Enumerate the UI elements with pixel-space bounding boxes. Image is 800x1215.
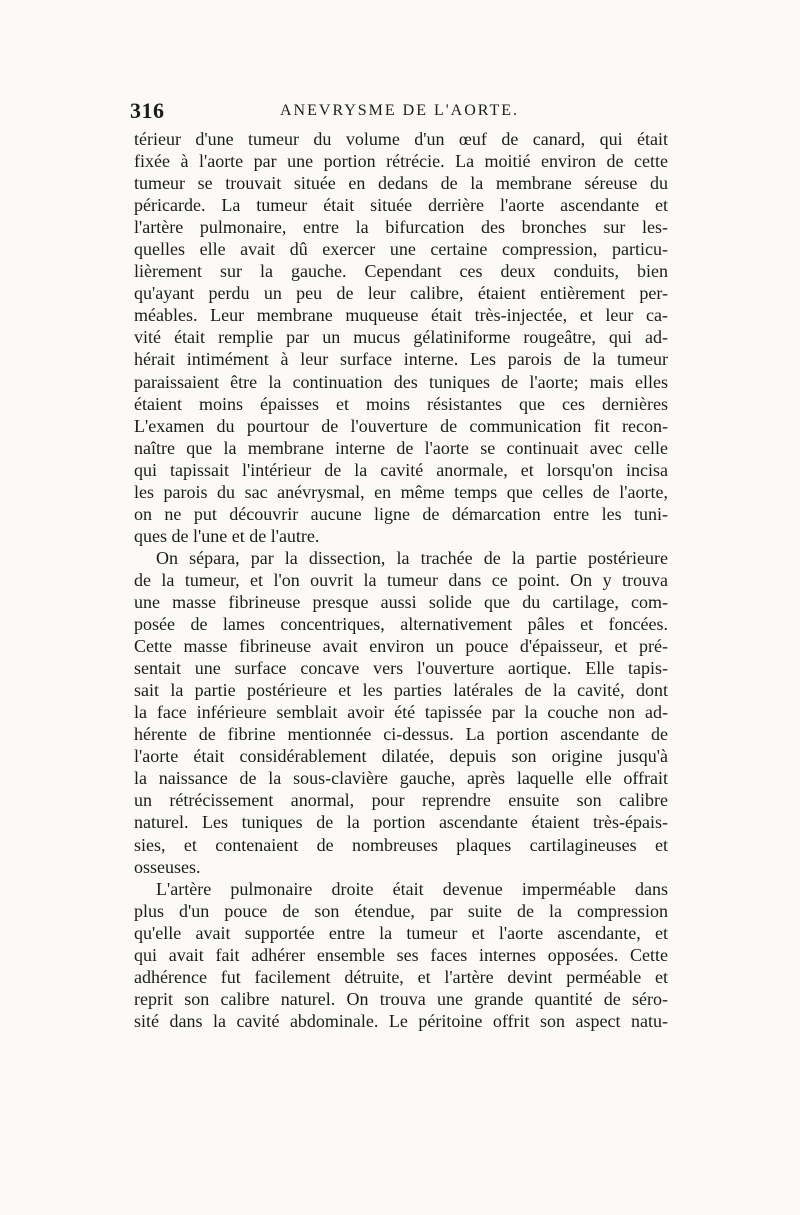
text-line: L'examen du pourtour de l'ouverture de communication fit recon- — [134, 415, 668, 436]
text-line: une masse fibrineuse presque aussi solide que du cartilage, com- — [134, 591, 668, 612]
text-line: Cette masse fibrineuse avait environ un pouce d'épaisseur, et pré- — [134, 636, 668, 657]
text-line: naître que la membrane interne de l'aorte se continuait avec celle — [134, 437, 668, 458]
text-line: sité dans la cavité abdominale. Le péritoine offrit son aspect natu- — [134, 1010, 668, 1031]
text-line: posée de lames concentriques, alternativement pâles et foncées. — [134, 614, 668, 635]
text-line: On sépara, par la dissection, la trachée de la partie postérieure — [156, 547, 668, 568]
text-line: qui avait fait adhérer ensemble ses faces internes opposées. Cette — [134, 944, 668, 965]
text-line: hérente de fibrine mentionnée ci-dessus. La portion ascendante de — [134, 724, 668, 745]
text-line: plus d'un pouce de son étendue, par suite de la compression — [134, 900, 668, 921]
running-head: ANEVRYSME DE L'AORTE. — [280, 102, 520, 119]
text-line: térieur d'une tumeur du volume d'un œuf de canard, qui était — [134, 129, 668, 149]
text-line: naturel. Les tuniques de la portion ascendante étaient très-épais- — [134, 812, 668, 833]
text-line: les parois du sac anévrysmal, en même temps que celles de l'aorte, — [134, 481, 668, 502]
text-line: sies, et contenaient de nombreuses plaques cartilagineuses et — [134, 834, 668, 855]
text-line: hérait intimément à leur surface interne. Les parois de la tumeur — [134, 349, 668, 370]
text-line: paraissaient être la continuation des tuniques de l'aorte; mais elles — [134, 371, 668, 392]
page-header — [130, 98, 670, 128]
text-line: vité était remplie par un mucus gélatiniforme rougeâtre, qui ad- — [134, 327, 668, 348]
body-text — [134, 128, 668, 1032]
text-line: ques de l'une et de l'autre. — [134, 525, 320, 546]
text-line: la face inférieure semblait avoir été tapissée par la couche non ad- — [134, 702, 668, 723]
text-line: la naissance de la sous-clavière gauche, après laquelle elle offrait — [134, 768, 668, 789]
text-line: reprit son calibre naturel. On trouva une grande quantité de séro- — [134, 988, 668, 1009]
text-line: quelles elle avait dû exercer une certaine compression, particu- — [134, 239, 668, 260]
text-line: de la tumeur, et l'on ouvrit la tumeur dans ce point. On y trouva — [134, 569, 668, 590]
page-number: 316 — [130, 98, 165, 123]
text-line: un rétrécissement anormal, pour reprendre ensuite son calibre — [134, 790, 668, 811]
text-line: l'aorte était considérablement dilatée, depuis son origine jusqu'à — [134, 746, 668, 767]
text-line: osseuses. — [134, 856, 201, 877]
text-line: étaient moins épaisses et moins résistantes que ces dernières — [134, 393, 668, 414]
text-line: lièrement sur la gauche. Cependant ces deux conduits, bien — [134, 261, 668, 282]
text-line: adhérence fut facilement détruite, et l'artère devint perméable et — [134, 966, 668, 987]
text-line: qu'elle avait supportée entre la tumeur et l'aorte ascendante, et — [134, 922, 668, 943]
text-line: fixée à l'aorte par une portion rétrécie. La moitié environ de cette — [134, 151, 668, 172]
text-line: qu'ayant perdu un peu de leur calibre, étaient entièrement per- — [134, 283, 668, 304]
text-line: on ne put découvrir aucune ligne de démarcation entre les tuni- — [134, 503, 668, 524]
text-line: sait la partie postérieure et les parties latérales de la cavité, dont — [134, 680, 668, 701]
text-line: péricarde. La tumeur était située derrière l'aorte ascendante et — [134, 195, 668, 216]
text-line: tumeur se trouvait située en dedans de la membrane séreuse du — [134, 173, 668, 194]
text-line: méables. Leur membrane muqueuse était très-injectée, et leur ca- — [134, 305, 668, 326]
text-line: sentait une surface concave vers l'ouverture aortique. Elle tapis- — [134, 658, 668, 679]
text-line: L'artère pulmonaire droite était devenue imperméable dans — [156, 878, 668, 899]
text-line: l'artère pulmonaire, entre la bifurcation des bronches sur les- — [134, 217, 668, 238]
text-line: qui tapissait l'intérieur de la cavité anormale, et lorsqu'on incisa — [134, 459, 668, 480]
